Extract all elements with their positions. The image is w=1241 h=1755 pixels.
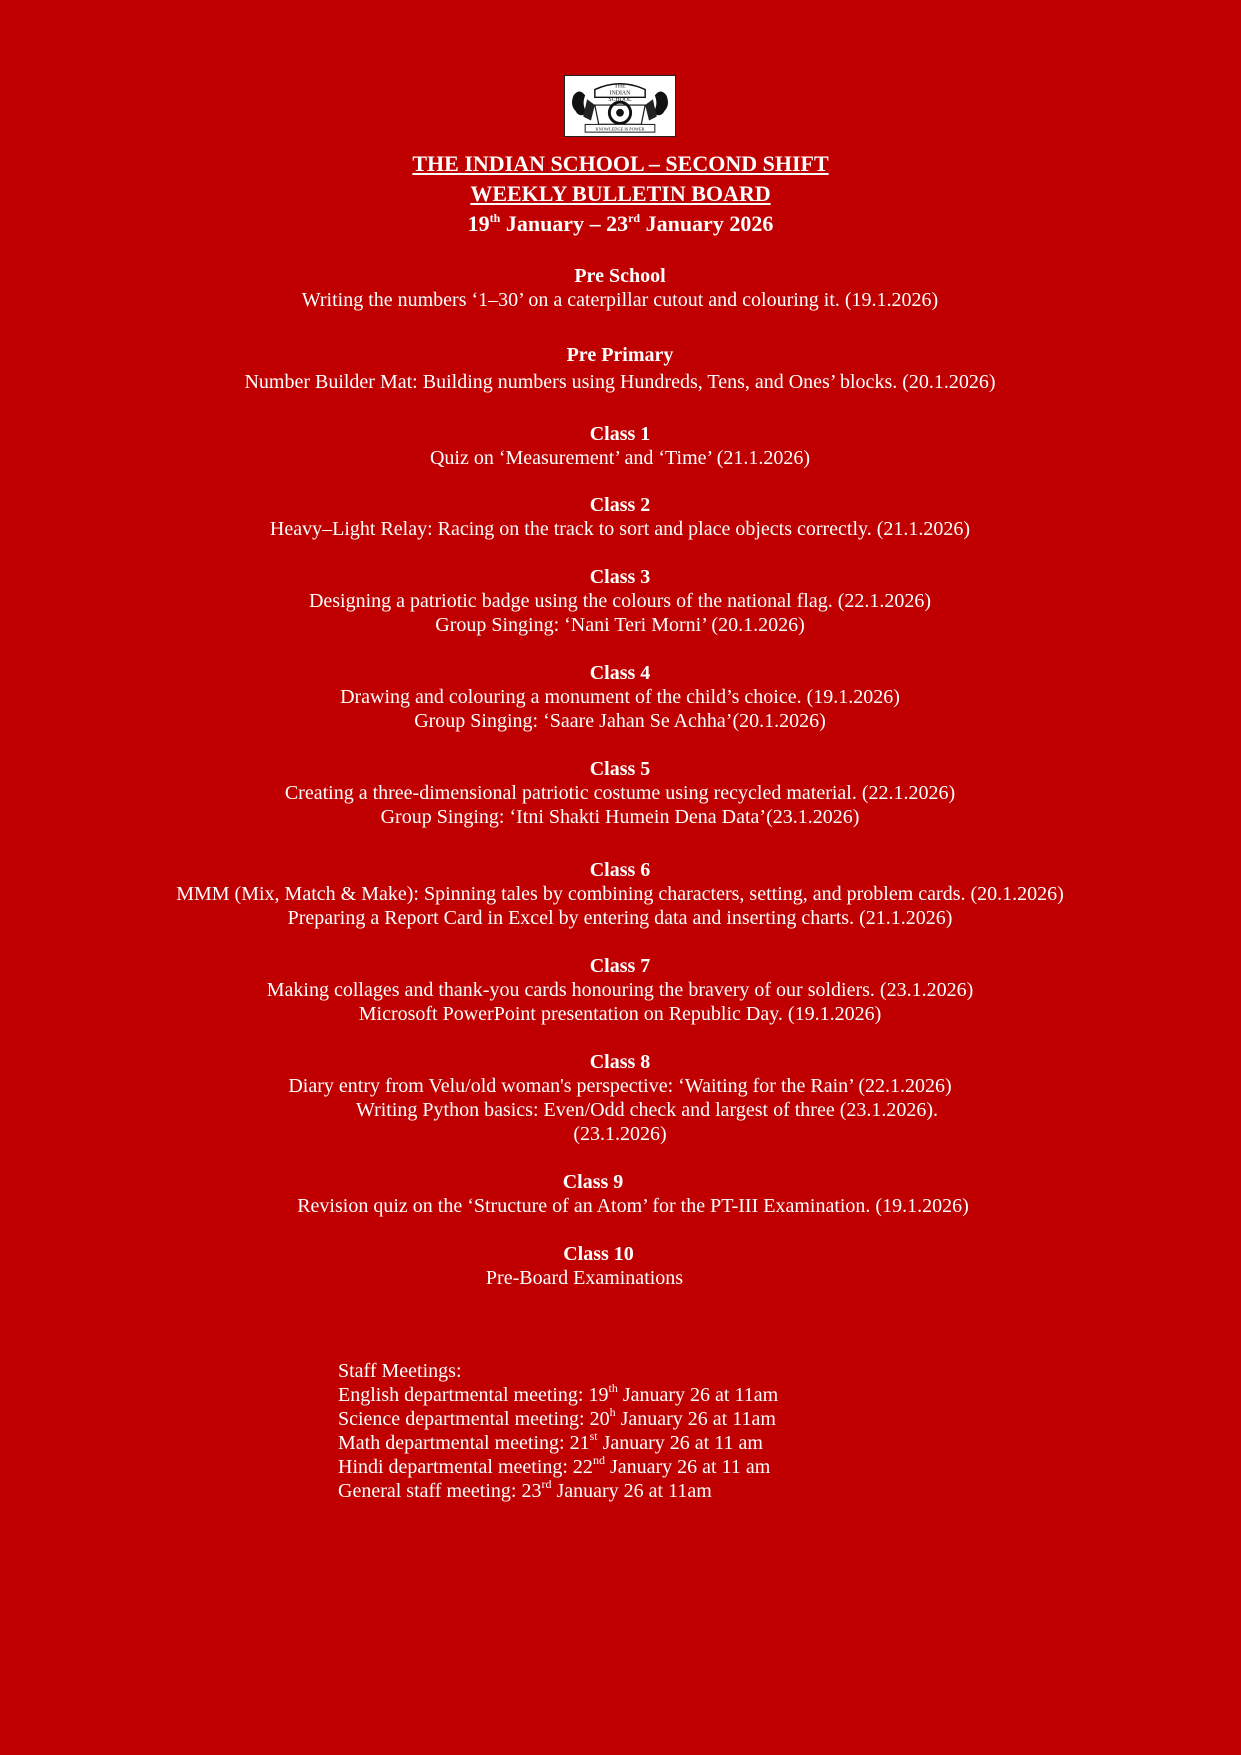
- section-class-4: [0, 661, 1240, 733]
- activity-item: Quiz on ‘Measurement’ and ‘Time’ (21.1.2026): [429, 447, 811, 469]
- section-class-8: [0, 1050, 1240, 1146]
- activity-item: Group Singing: ‘Itni Shakti Humein Dena Data’(23.1.2026): [380, 806, 860, 828]
- svg-text:THE: THE: [614, 83, 626, 90]
- meeting-row: General staff meeting: 23rd January 26 at 11am: [338, 1477, 712, 1502]
- activity-item: Drawing and colouring a monument of the child’s choice. (19.1.2026): [340, 686, 900, 708]
- activity-item: MMM (Mix, Match & Make): Spinning tales by combining characters, setting, and problem cards. (20.1.2026): [176, 883, 1064, 905]
- section-title: Class 10: [563, 1243, 634, 1265]
- activity-item: Number Builder Mat: Building numbers using Hundreds, Tens, and Ones’ blocks. (20.1.2026): [244, 371, 996, 393]
- school-logo: [564, 75, 676, 137]
- activity-item: Designing a patriotic badge using the colours of the national flag. (22.1.2026): [308, 590, 932, 612]
- activity-item: Pre-Board Examinations: [485, 1267, 684, 1289]
- staff-meetings-heading: Staff Meetings:: [338, 1360, 462, 1382]
- crest-icon: [565, 76, 675, 136]
- section-class-10: [0, 1242, 1197, 1290]
- date-range: 19th January – 23rd January 2026: [467, 210, 774, 236]
- activity-item: (23.1.2026): [573, 1123, 667, 1145]
- section-title: Class 6: [589, 859, 651, 881]
- activity-item: Diary entry from Velu/old woman's perspective: ‘Waiting for the Rain’ (22.1.2026): [288, 1075, 952, 1097]
- meeting-row: English departmental meeting: 19th January 26 at 11am: [338, 1381, 779, 1406]
- bulletin-header: [0, 149, 1241, 239]
- svg-text:INDIAN: INDIAN: [609, 90, 631, 97]
- meeting-row: Hindi departmental meeting: 22nd January 26 at 11 am: [338, 1453, 771, 1478]
- section-title: Class 5: [589, 758, 651, 780]
- meeting-row: Math departmental meeting: 21st January 26 at 11 am: [338, 1429, 763, 1454]
- section-class-1: [0, 422, 1240, 470]
- activity-item: Making collages and thank-you cards honouring the bravery of our soldiers. (23.1.2026): [266, 979, 974, 1001]
- section-title: Pre School: [574, 265, 666, 287]
- section-pre-primary: [0, 343, 1240, 394]
- section-class-5: [0, 757, 1240, 829]
- staff-meetings: [338, 1359, 778, 1503]
- activity-item: Heavy–Light Relay: Racing on the track to sort and place objects correctly. (21.1.2026): [269, 518, 971, 540]
- section-pre-school: [0, 264, 1240, 312]
- activity-item: Microsoft PowerPoint presentation on Republic Day. (19.1.2026): [358, 1003, 882, 1025]
- activity-item: Writing the numbers ‘1–30’ on a caterpillar cutout and colouring it. (19.1.2026): [301, 289, 939, 311]
- section-title: Class 9: [562, 1171, 624, 1193]
- section-title: Class 3: [589, 566, 651, 588]
- bulletin-title: WEEKLY BULLETIN BOARD: [470, 181, 771, 206]
- section-title: Class 2: [589, 494, 651, 516]
- section-class-3: [0, 565, 1240, 637]
- activity-item: Preparing a Report Card in Excel by entering data and inserting charts. (21.1.2026): [287, 907, 953, 929]
- activity-item: Group Singing: ‘Saare Jahan Se Achha’(20.1.2026): [414, 710, 826, 732]
- school-title: THE INDIAN SCHOOL – SECOND SHIFT: [412, 151, 829, 176]
- section-title: Pre Primary: [566, 344, 674, 366]
- activity-item: Creating a three-dimensional patriotic costume using recycled material. (22.1.2026): [284, 782, 956, 804]
- section-class-9: [0, 1170, 1186, 1218]
- section-class-6: [0, 858, 1240, 930]
- section-title: Class 8: [589, 1051, 651, 1073]
- section-title: Class 4: [589, 662, 651, 684]
- activity-item: Writing Python basics: Even/Odd check and largest of three (23.1.2026).: [356, 1099, 939, 1121]
- section-title: Class 7: [589, 955, 651, 977]
- activity-item: Revision quiz on the ‘Structure of an Atom’ for the PT-III Examination. (19.1.2026): [297, 1195, 969, 1217]
- section-class-2: [0, 493, 1240, 541]
- activity-item: Group Singing: ‘Nani Teri Morni’ (20.1.2026): [435, 614, 805, 636]
- svg-text:SCHOOL: SCHOOL: [608, 97, 632, 104]
- svg-text:KNOWLEDGE IS POWER: KNOWLEDGE IS POWER: [595, 126, 645, 132]
- section-title: Class 1: [589, 423, 651, 445]
- meeting-row: Science departmental meeting: 20$^h$ January 26 at 11am: [338, 1405, 776, 1430]
- section-class-7: [0, 954, 1240, 1026]
